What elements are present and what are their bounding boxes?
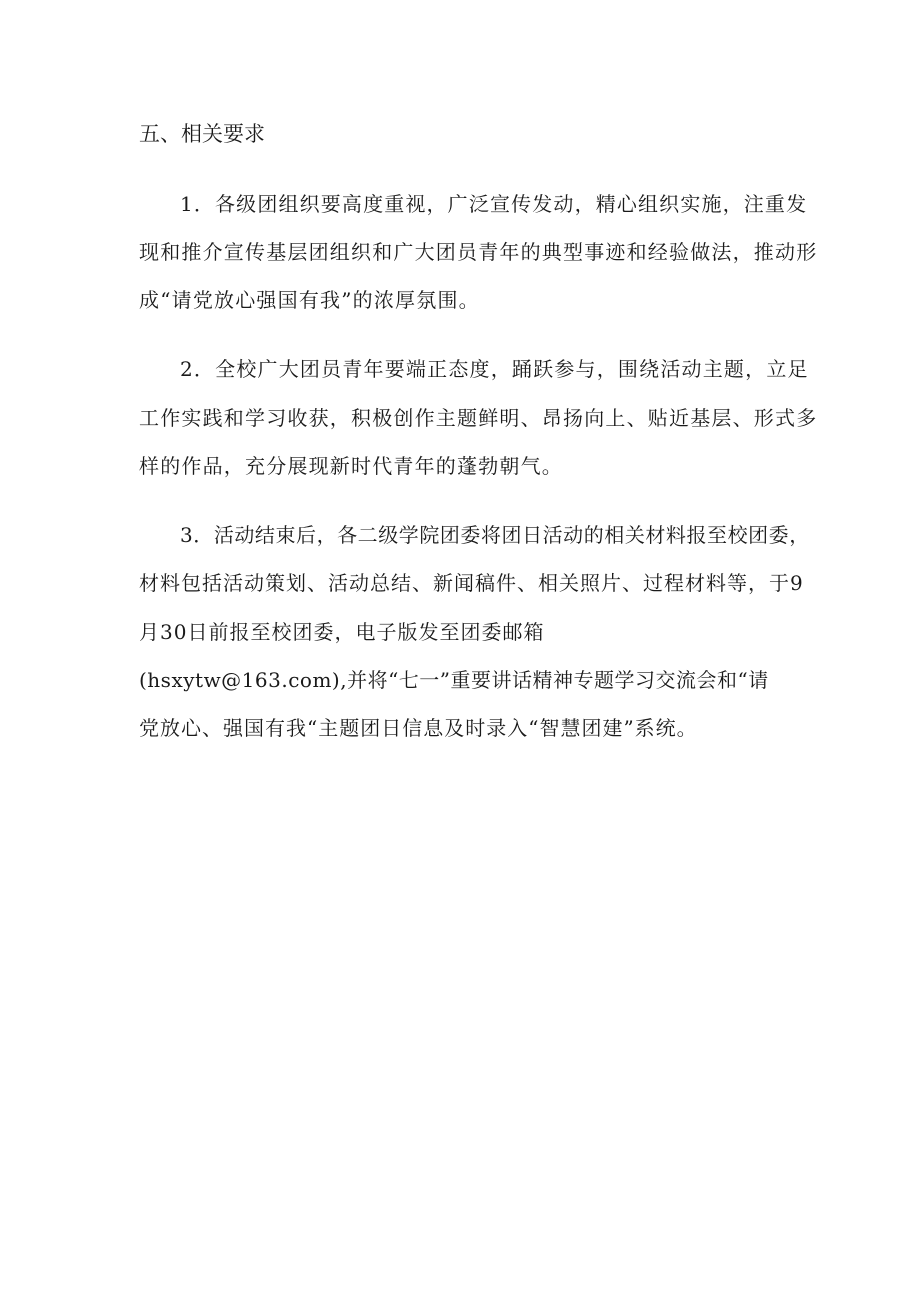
section-heading: 五、相关要求 [139, 122, 265, 146]
paragraph-line: 工作实践和学习收获，积极创作主题鲜明、昂扬向上、贴近基层、形式多 [139, 406, 818, 430]
paragraph-line: 1．各级团组织要高度重视，广泛宣传发动，精心组织实施，注重发 [180, 192, 808, 216]
paragraph-line: 党放心、强国有我“主题团日信息及时录入“智慧团建”系统。 [139, 716, 698, 740]
paragraph-line: 现和推介宣传基层团组织和广大团员青年的典型事迹和经验做法，推动形 [139, 240, 818, 264]
paragraph-line: 月30日前报至校团委，电子版发至团委邮箱 [139, 620, 545, 644]
paragraph-line: (hsxytw@163.com),并将“七一”重要讲话精神专题学习交流会和“请 [139, 668, 769, 692]
paragraph-line: 2．全校广大团员青年要端正态度，踊跃参与，围绕活动主题，立足 [180, 357, 809, 381]
paragraph-line: 样的作品，充分展现新时代青年的蓬勃朝气。 [139, 454, 563, 478]
paragraph-line: 成“请党放心强国有我”的浓厚氛围。 [139, 288, 480, 312]
paragraph-line: 材料包括活动策划、活动总结、新闻稿件、相关照片、过程材料等，于9 [139, 571, 804, 595]
paragraph-line: 3．活动结束后，各二级学院团委将团日活动的相关材料报至校团委， [180, 523, 810, 547]
